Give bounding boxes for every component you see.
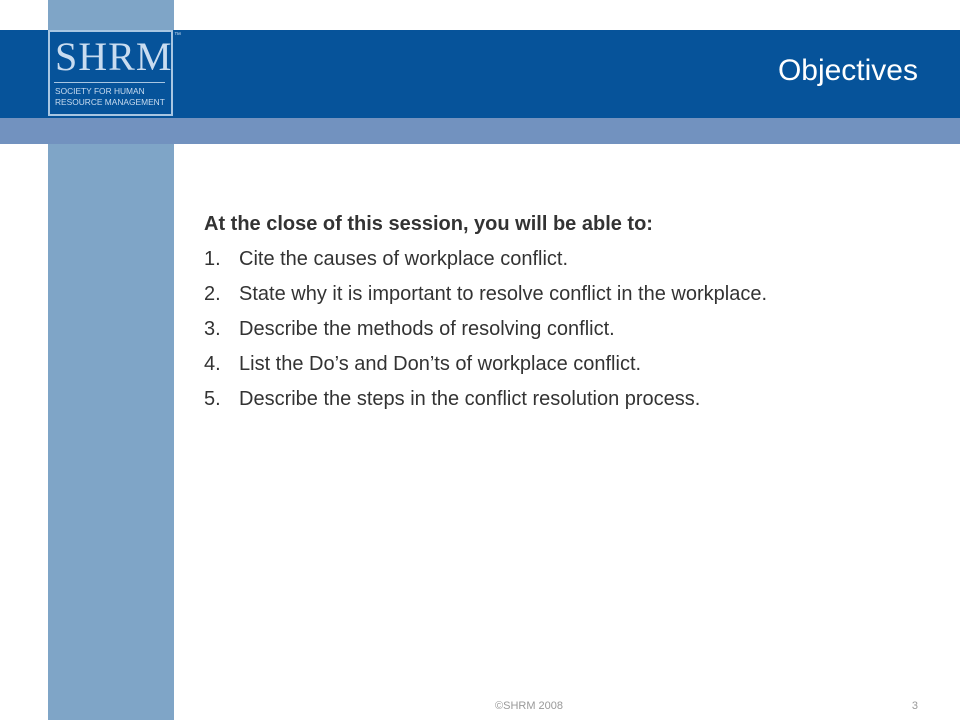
objective-number: 4. — [204, 353, 221, 375]
header-sub-band — [0, 118, 960, 144]
objective-text: List the Do’s and Don’ts of workplace conflict. — [239, 353, 642, 375]
objective-text: Describe the methods of resolving conflict. — [239, 318, 615, 340]
objective-number: 1. — [204, 248, 221, 270]
logo-tagline — [55, 86, 165, 108]
slide-body — [204, 212, 924, 422]
logo-tagline-line2: RESOURCE MANAGEMENT — [55, 97, 165, 107]
objective-number: 3. — [204, 318, 221, 340]
objective-text: State why it is important to resolve conflict in the workplace. — [239, 283, 768, 305]
logo-divider — [54, 82, 165, 83]
logo-trademark: ™ — [174, 32, 181, 39]
objective-number: 2. — [204, 283, 221, 305]
slide-title: Objectives — [777, 54, 918, 87]
footer-copyright: ©SHRM 2008 — [495, 700, 564, 712]
objective-item — [204, 352, 924, 376]
objective-item — [204, 317, 924, 341]
logo-tagline-line1: SOCIETY FOR HUMAN — [55, 86, 145, 96]
logo-wordmark: SHRM — [55, 34, 173, 79]
intro-text: At the close of this session, you will be able to: — [204, 213, 653, 235]
shrm-logo — [48, 30, 181, 116]
objective-item — [204, 247, 924, 271]
objective-number: 5. — [204, 388, 221, 410]
objective-text: Describe the steps in the conflict resolution process. — [239, 388, 701, 410]
objective-text: Cite the causes of workplace conflict. — [239, 248, 569, 270]
footer-page-number: 3 — [911, 700, 918, 712]
objective-item — [204, 282, 924, 306]
objective-item — [204, 387, 924, 411]
objectives-list — [204, 247, 924, 411]
